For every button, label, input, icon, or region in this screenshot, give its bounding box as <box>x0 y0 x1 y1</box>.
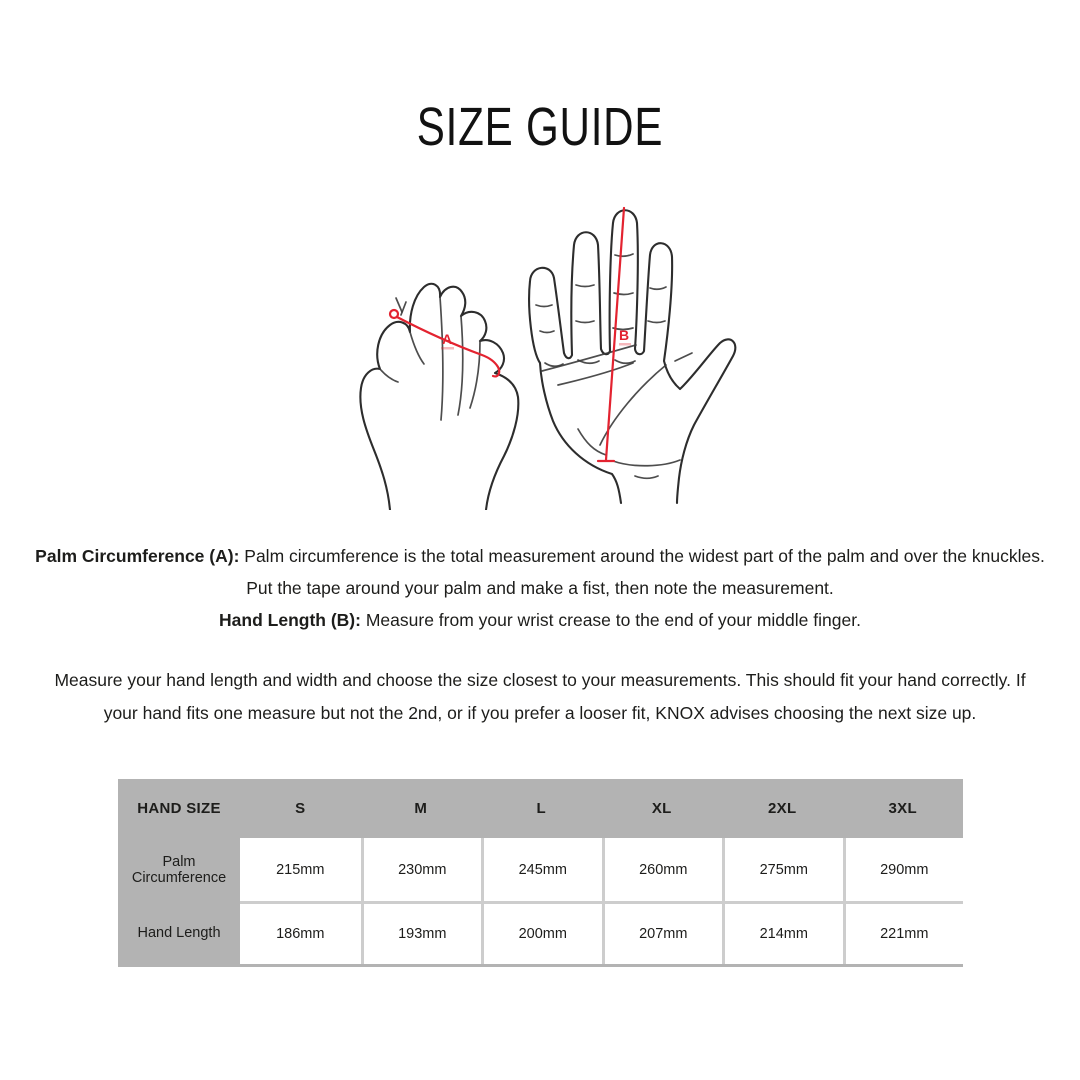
header-size-s: S <box>295 800 306 817</box>
header-size-xl: XL <box>651 800 672 817</box>
measure-a-label: A <box>442 331 453 347</box>
palm-circumference-m: 230mm <box>361 838 482 901</box>
header-size-2xl: 2XL <box>768 800 797 817</box>
hand-length-label: Hand Length (B): <box>219 610 361 630</box>
palm-circumference-s: 215mm <box>240 838 361 901</box>
measure-b-label: B <box>619 327 630 343</box>
palm-circumference-3xl: 290mm <box>843 838 964 901</box>
header-size-m: M <box>414 800 428 817</box>
header-size-3xl: 3XL <box>888 800 917 817</box>
palm-tape-line: Put the tape around your palm and make a fist, then note the measurement. <box>246 578 834 598</box>
hand-length-m: 193mm <box>361 901 482 964</box>
hand-length-s: 186mm <box>240 901 361 964</box>
palm-circumference-text: Palm circumference is the total measurement around the widest part of the palm and over the knuckles. <box>244 546 1045 566</box>
page-title: SIZE GUIDE <box>416 97 664 157</box>
row-label-palm-circumference: Palm Circumference <box>131 853 227 886</box>
palm-circumference-line <box>0 540 1080 572</box>
hand-length-2xl: 214mm <box>722 901 843 964</box>
palm-circumference-xl: 260mm <box>602 838 723 901</box>
hand-length-3xl: 221mm <box>843 901 964 964</box>
sizing-note: Measure your hand length and width and choose the size closest to your measurements. This should fit your hand correctly. If your hand fits one measure but not the 2nd, or if you prefer a looser fit, KNOX advises choosing the next size up. <box>54 670 1026 723</box>
palm-circumference-l: 245mm <box>481 838 602 901</box>
palm-circumference-label: Palm Circumference (A): <box>35 546 240 566</box>
palm-circumference-2xl: 275mm <box>722 838 843 901</box>
size-table <box>118 779 963 967</box>
header-hand-size: HAND SIZE <box>137 800 221 817</box>
hand-length-text: Measure from your wrist crease to the end of your middle finger. <box>365 610 861 630</box>
measurement-instructions <box>0 540 1080 636</box>
hand-length-xl: 207mm <box>602 901 723 964</box>
header-size-l: L <box>536 800 546 817</box>
hand-length-l: 200mm <box>481 901 602 964</box>
hand-length-line <box>0 604 1080 636</box>
row-label-hand-length: Hand Length <box>137 924 221 941</box>
palm-hand-illustration <box>518 193 743 505</box>
fist-hand-illustration <box>352 270 532 510</box>
